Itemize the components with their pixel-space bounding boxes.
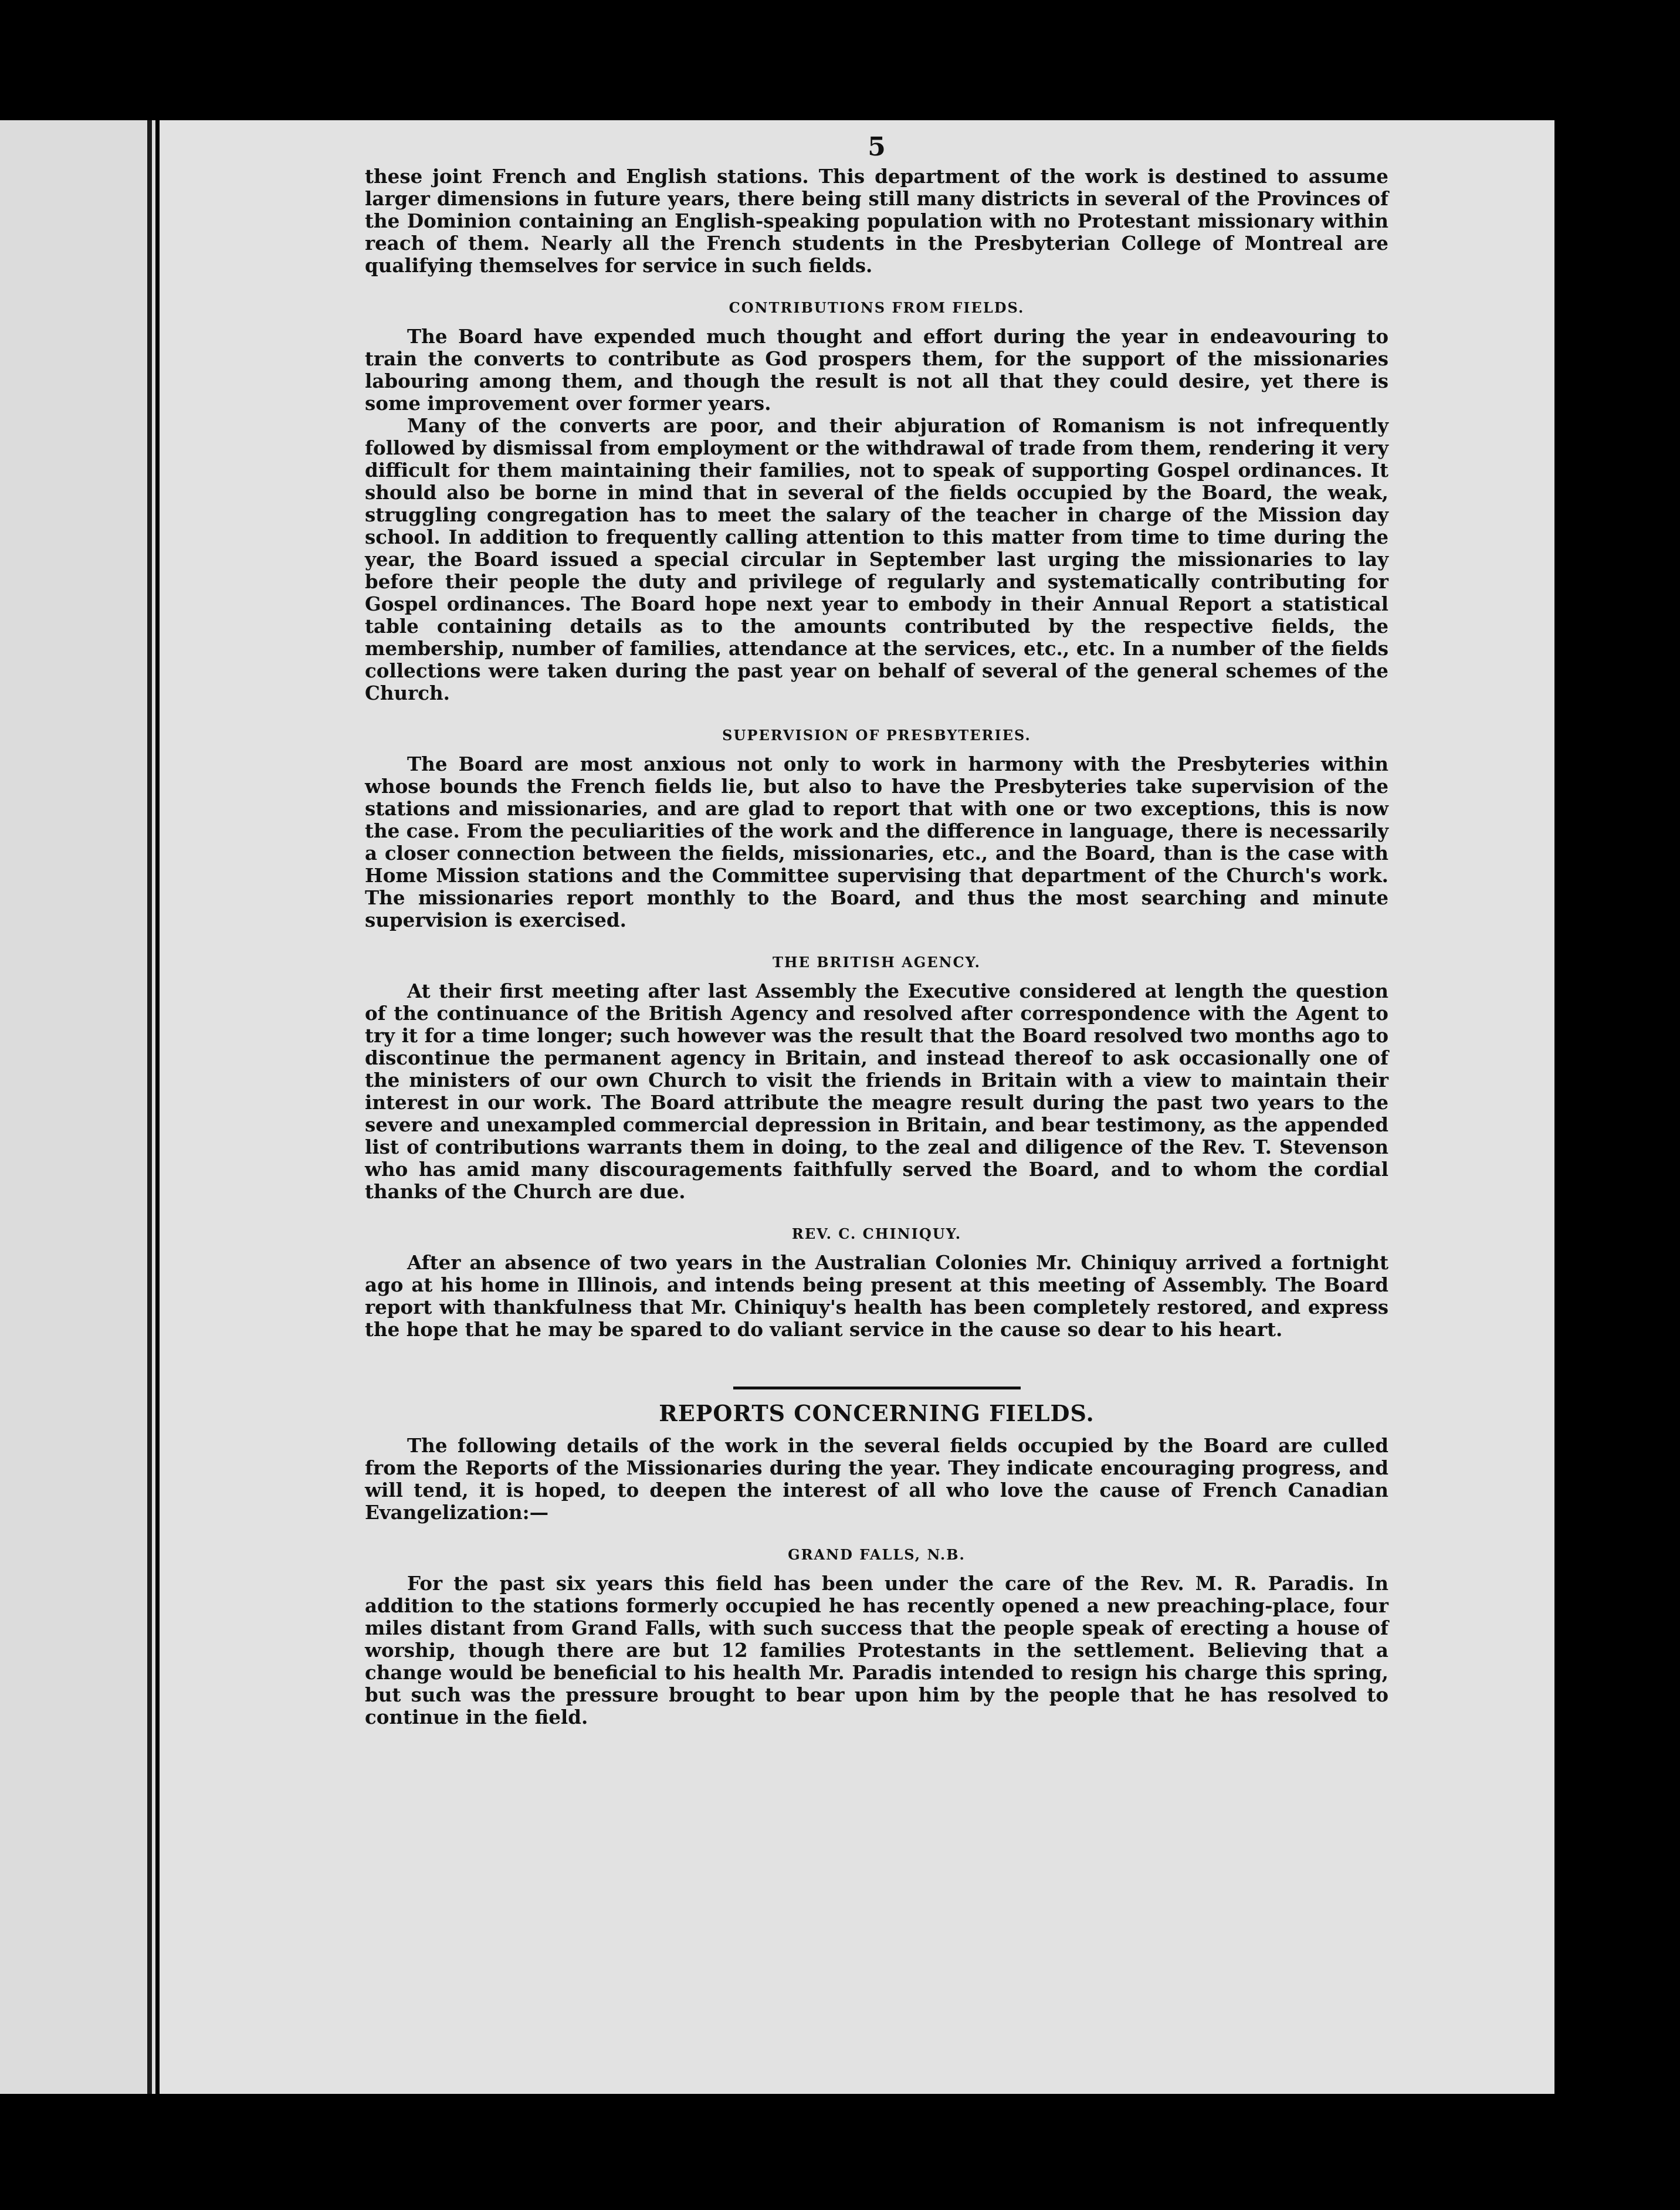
heading-chiniquy: REV. C. CHINIQUY. — [791, 1225, 962, 1242]
paragraph-reports-intro: The following details of the work in the several fields occupied by the Board are culled from the Reports of the Missionaries during the year. They indicate encouraging progress, and will tend, it is hoped, to deepen the interest of all who love the cause of French Canadian Evangelization:— — [365, 1434, 1388, 1524]
paragraph-contributions-2: Many of the converts are poor, and their abjuration of Romanism is not infrequently followed by dismissal from employment or the withdrawal of trade from them, rendering it very difficult for them maintaining their families, not to speak of supporting Gospel ordinances. It should also be borne in mind that in several of the fields occupied by the Board, the weak, struggling congregation has to meet the salary of the teacher in charge of the Mission day school. In addition to frequently calling attention to this matter from time to time during the year, the Board issued a special circular in September last urging the missionaries to lay before their people the duty and privilege of regularly and systematically contributing for Gospel ordinances. The Board hope next year to embody in their Annual Report a statistical table containing details as to the amounts contributed by the respective fields, the membership, number of families, attendance at the services, etc., etc. In a number of the fields collections were taken during the past year on behalf of several of the general schemes of the Church. — [365, 414, 1388, 704]
paragraph-british-agency: At their first meeting after last Assembly the Executive considered at length the question of the continuance of the British Agency and resolved after correspondence with the Agent to try it for a time longer; such however was the result that the Board resolved two months ago to discontinue the permanent agency in Britain, and instead thereof to ask occasionally one of the ministers of our own Church to visit the friends in Britain with a view to maintain their interest in our work. The Board attribute the meagre result during the past two years to the severe and unexampled commercial depression in Britain, and bear testimony, as the appended list of contributions warrants them in doing, to the zeal and diligence of the Rev. T. Stevenson who has amid many discouragements faithfully served the Board, and to whom the cordial thanks of the Church are due. — [365, 979, 1388, 1203]
heading-reports-concerning-fields: REPORTS CONCERNING FIELDS. — [659, 1400, 1095, 1426]
page-gutter-line — [147, 120, 152, 2094]
page-content — [365, 132, 1388, 1728]
heading-contributions: CONTRIBUTIONS FROM FIELDS. — [729, 299, 1025, 316]
section-divider — [733, 1387, 1021, 1389]
paragraph-joint-stations: these joint French and English stations. This department of the work is destined to assume larger dimensions in future years, there being still many districts in several of the Provinces of the Dominion containing an English-speaking population with no Protestant missionary within reach of them. Nearly all the French students in the Presbyterian College of Montreal are qualifying themselves for service in such fields. — [365, 165, 1388, 277]
left-page-edge — [0, 120, 155, 2094]
document-page — [160, 120, 1554, 2094]
page-number: 5 — [868, 132, 886, 162]
paragraph-contributions-1: The Board have expended much thought and effort during the year in endeavouring to train the converts to contribute as God prospers them, for the support of the missionaries labouring among them, and though the result is not all that they could desire, yet there is some improvement over former years. — [365, 325, 1388, 415]
heading-supervision: SUPERVISION OF PRESBYTERIES. — [722, 727, 1031, 744]
heading-british-agency: THE BRITISH AGENCY. — [773, 954, 981, 971]
paragraph-supervision: The Board are most anxious not only to work in harmony with the Presbyteries within whose bounds the French fields lie, but also to have the Presbyteries take supervision of the stations and missionaries, and are glad to report that with one or two exceptions, this is now the case. From the peculiarities of the work and the difference in language, there is necessarily a closer connection between the fields, missionaries, etc., and the Board, than is the case with Home Mission stations and the Committee supervising that department of the Church's work. The missionaries report monthly to the Board, and thus the most searching and minute supervision is exercised. — [365, 753, 1388, 931]
paragraph-chiniquy: After an absence of two years in the Australian Colonies Mr. Chiniquy arrived a fortnight ago at his home in Illinois, and intends being present at this meeting of Assembly. The Board report with thankfulness that Mr. Chiniquy's health has been completely restored, and express the hope that he may be spared to do valiant service in the cause so dear to his heart. — [365, 1251, 1388, 1341]
paragraph-grand-falls: For the past six years this field has been under the care of the Rev. M. R. Paradis. In addition to the stations formerly occupied he has recently opened a new preaching-place, four miles distant from Grand Falls, with such success that the people speak of erecting a house of worship, though there are but 12 families Protestants in the settlement. Believing that a change would be beneficial to his health Mr. Paradis intended to resign his charge this spring, but such was the pressure brought to bear upon him by the people that he has resolved to continue in the field. — [365, 1572, 1388, 1728]
heading-grand-falls: GRAND FALLS, N.B. — [788, 1546, 966, 1563]
